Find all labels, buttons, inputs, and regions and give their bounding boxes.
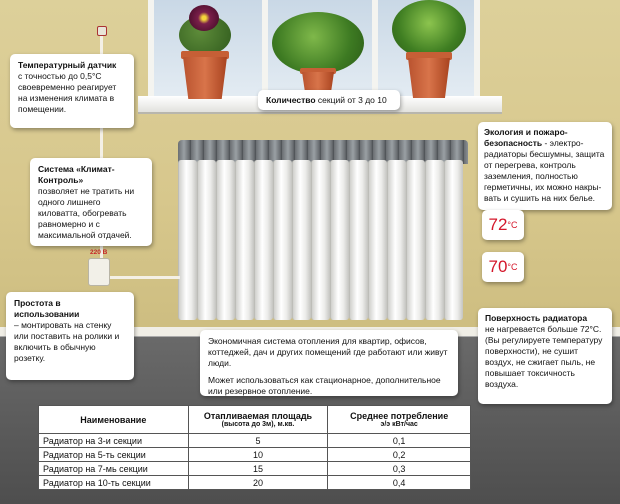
callout-climate-control <box>30 158 152 246</box>
radiator-fin <box>235 160 254 320</box>
column-header-consumption: Среднее потребление э/э кВт/час <box>328 406 471 434</box>
flower-pot-icon <box>175 5 235 99</box>
power-socket-icon <box>88 258 110 286</box>
radiator-fin <box>368 160 387 320</box>
cell-area: 5 <box>188 434 328 448</box>
radiator-fin <box>311 160 330 320</box>
temperature-badge <box>482 210 524 240</box>
cell-consumption: 0,1 <box>328 434 471 448</box>
column-header-area: Отапливаемая площадь (высота до 3м), м.кв. <box>188 406 328 434</box>
callout-title: Поверхность радиатора <box>485 313 588 323</box>
callout-text: Может использоваться как стационарное, дополнительное или резервное отопление. <box>208 375 441 396</box>
callout-simplicity <box>6 292 134 380</box>
temperature-value: 70 <box>488 257 508 276</box>
cell-area: 20 <box>188 476 328 490</box>
table-header-row <box>39 406 471 434</box>
socket-voltage-label: 220 В <box>90 249 108 256</box>
table-row <box>39 462 471 476</box>
temperature-unit: °C <box>507 262 518 272</box>
callout-title: Экология и пожаро-безопасность <box>484 127 568 148</box>
callout-text: секций от 3 до 10 <box>315 95 387 105</box>
radiator-fin <box>444 160 463 320</box>
radiator-fin <box>349 160 368 320</box>
cell-consumption: 0,3 <box>328 462 471 476</box>
column-header-name: Наименование <box>39 406 189 434</box>
cell-consumption: 0,4 <box>328 476 471 490</box>
temperature-value: 72 <box>488 215 508 234</box>
cell-name: Радиатор на 5-ть секции <box>39 448 189 462</box>
cell-area: 10 <box>188 448 328 462</box>
radiator-fin <box>254 160 273 320</box>
plant-pot-icon <box>392 0 466 98</box>
callout-title: Система «Климат-Контроль» <box>38 164 115 185</box>
callout-text: позволяет не тратить ни одного лишнего киловатта, обогревать равномерно и с максимальной отдачей. <box>38 186 135 240</box>
radiator-fin <box>178 160 197 320</box>
cell-area: 15 <box>188 462 328 476</box>
cell-name: Радиатор на 10-ть секции <box>39 476 189 490</box>
callout-text: – монтировать на стенку или поставить на ролики и включить в обычную розетку. <box>14 320 120 363</box>
radiator-fin <box>197 160 216 320</box>
callout-title: Температурный датчик <box>18 60 117 70</box>
radiator-fin <box>292 160 311 320</box>
callout-text: - электро-радиаторы бесшумны, защита от перегрева, контроль заземления, полностью герметичны, их можно накры-вать и сушить на них белье. <box>484 138 605 203</box>
temperature-unit: °C <box>507 220 518 230</box>
cell-name: Радиатор на 3-и секции <box>39 434 189 448</box>
power-cable <box>110 276 180 279</box>
plant-pot-icon <box>272 12 364 98</box>
radiator-fin <box>273 160 292 320</box>
temperature-badge <box>482 252 524 282</box>
radiator <box>178 140 468 322</box>
radiator-fin <box>330 160 349 320</box>
radiator-fin <box>406 160 425 320</box>
callout-text: Экономичная система отопления для квартир, офисов, коттеджей, дач и других помещений где работают или живут люди. <box>208 336 448 368</box>
callout-title: Количество <box>266 95 316 105</box>
callout-ecology <box>478 122 612 210</box>
table-row <box>39 434 471 448</box>
radiator-fin <box>425 160 444 320</box>
spec-table <box>38 405 471 490</box>
callout-title: Простота в использовании <box>14 298 80 319</box>
callout-text: не нагревается больше 72°С. (Вы регулируете температуру поверхности), не сушит воздух, не сжигает пыль, не повышает токсичность воздуха. <box>485 324 603 389</box>
temperature-sensor-icon <box>97 26 107 36</box>
callout-text: с точностью до 0,5°С своевременно реагирует на изменения климата в помещении. <box>18 71 117 114</box>
window-mullion <box>262 0 268 100</box>
radiator-fin <box>216 160 235 320</box>
cell-name: Радиатор на 7-мь секции <box>39 462 189 476</box>
callout-surface <box>478 308 612 404</box>
radiator-fin <box>387 160 406 320</box>
callout-temperature-sensor <box>10 54 134 128</box>
table-row <box>39 448 471 462</box>
callout-economy <box>200 330 458 396</box>
cell-consumption: 0,2 <box>328 448 471 462</box>
table-row <box>39 476 471 490</box>
callout-sections-count <box>258 90 400 110</box>
window-mullion <box>372 0 378 100</box>
